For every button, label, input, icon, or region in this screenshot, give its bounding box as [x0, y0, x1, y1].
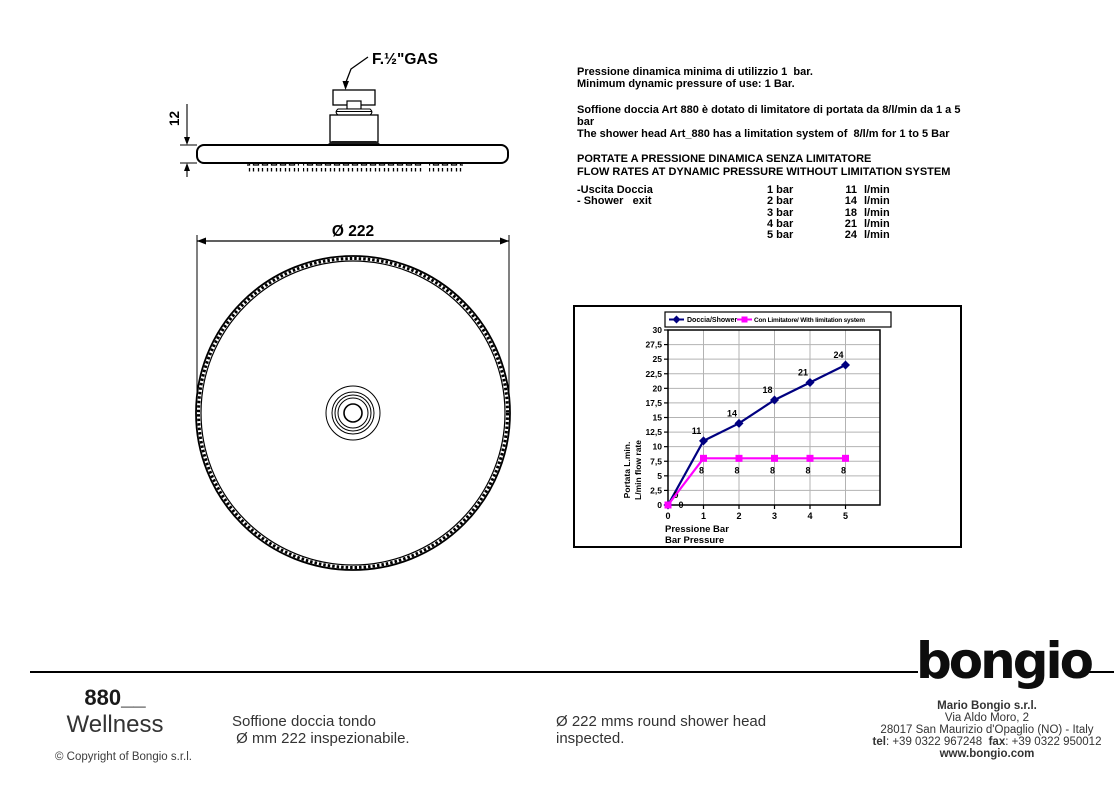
y-tick-label: 17,5	[645, 397, 662, 408]
y-tick-label: 0	[657, 500, 662, 510]
fax-value: : +39 0322 950012	[1005, 736, 1102, 748]
technical-drawings	[0, 0, 573, 600]
exit-label-en: - Shower exit	[577, 195, 652, 208]
y-tick-label: 22,5	[645, 368, 662, 379]
shower-disc-profile	[197, 145, 508, 163]
square-marker	[736, 455, 743, 462]
connection-size-label: F.½"GAS	[372, 51, 438, 68]
note-min-pressure-en: Minimum dynamic pressure of use: 1 Bar.	[577, 78, 795, 91]
flow-chart	[573, 305, 962, 548]
table-row: 3 bar 18 l/min	[767, 206, 890, 219]
copyright-text: © Copyright of Bongio s.r.l.	[55, 751, 192, 763]
legend-entry-1: Doccia/Shower	[687, 317, 738, 324]
fax-label: fax	[988, 736, 1006, 748]
data-label: 0	[673, 490, 679, 500]
note-limiter-en: The shower head Art_880 has a limitation system of 8/l/m for 1 to 5 Bar	[577, 128, 950, 141]
spec-notes	[577, 66, 977, 191]
company-website: www.bongio.com	[939, 748, 1035, 760]
x-tick-label: 4	[807, 511, 813, 521]
y-tick-label: 7,5	[650, 456, 662, 467]
y-tick-label: 12,5	[645, 427, 662, 438]
y-tick-label: 20	[652, 383, 662, 394]
data-label: 24	[833, 350, 844, 360]
thickness-dimension	[167, 104, 197, 177]
data-label: 8	[734, 465, 740, 476]
table-row: -Uscita Doccia 1 bar 11 l/min	[577, 184, 890, 196]
data-label: 8	[769, 465, 776, 476]
data-label: 0	[678, 500, 684, 510]
data-label: 11	[691, 425, 702, 436]
legend-square-marker	[742, 317, 748, 323]
y-axis-label-1: Portata L.min.	[622, 441, 632, 499]
flow-chart-box	[573, 305, 962, 548]
table-row: 4 bar 21 l/min	[767, 217, 890, 230]
product-line: Wellness	[66, 711, 164, 738]
tel-label: tel	[872, 736, 886, 748]
data-label: 21	[797, 367, 809, 378]
note-limiter-it: Soffione doccia Art 880 è dotato di limitatore di portata da 8/l/min da 1 a 5 bar	[577, 103, 964, 128]
x-tick-label: 5	[842, 511, 849, 521]
note-min-pressure-it: Pressione dinamica minima di utilizzio 1 bar.	[577, 66, 813, 78]
company-address-2: 28017 San Maurizio d'Opaglio (NO) - Italy	[880, 724, 1094, 736]
y-tick-label: 5	[657, 470, 662, 481]
footer-divider-right	[1087, 671, 1114, 673]
side-view-drawing	[167, 51, 508, 177]
nozzle-row	[247, 164, 463, 172]
y-tick-label: 30	[652, 325, 662, 335]
disc-outer-edge	[196, 256, 510, 570]
data-label: 14	[726, 408, 738, 419]
data-label: 8	[698, 465, 705, 476]
x-tick-label: 0	[665, 511, 671, 521]
y-axis-label-2: L/min flow rate	[633, 440, 643, 500]
square-marker	[807, 455, 814, 462]
company-name: Mario Bongio s.r.l.	[937, 700, 1037, 712]
connector-body	[330, 115, 378, 142]
flow-rate-table	[577, 185, 890, 241]
data-label: 8	[840, 465, 847, 476]
data-label: 8	[805, 465, 811, 476]
diameter-dimension-label: Ø 222	[331, 223, 375, 240]
table-row: - Shower exit 2 bar 14 l/min	[577, 195, 890, 208]
x-tick-label: 2	[736, 511, 742, 521]
x-axis-label-1: Pressione Bar	[665, 524, 729, 535]
x-tick-label: 3	[771, 511, 778, 521]
exit-label-it: -Uscita Doccia	[577, 184, 653, 196]
thickness-dimension-label: 12	[167, 110, 182, 126]
flow-heading-en: FLOW RATES AT DYNAMIC PRESSURE WITHOUT LIMITATION SYSTEM	[577, 165, 951, 178]
y-tick-label: 27,5	[645, 339, 662, 350]
flow-heading-it: PORTATE A PRESSIONE DINAMICA SENZA LIMITATORE	[577, 153, 872, 166]
leader-line	[346, 57, 368, 82]
footer-divider	[30, 671, 918, 673]
description-english: Ø 222 mms round shower head inspected.	[556, 713, 767, 747]
legend-entry-2: Con Limitatore/ With limitation system	[754, 317, 865, 324]
description-italian: Soffione doccia tondo Ø mm 222 inspezionabile.	[232, 713, 410, 747]
company-phone-fax	[860, 736, 1114, 748]
company-info	[860, 700, 1114, 760]
y-tick-label: 10	[652, 441, 662, 452]
y-tick-label: 2,5	[650, 485, 662, 496]
company-address-1: Via Aldo Moro, 2	[944, 712, 1030, 724]
square-marker	[700, 455, 707, 462]
leader-arrow	[343, 81, 350, 90]
tel-value: : +39 0322 967248	[885, 736, 989, 748]
table-row: 5 bar 24 l/min	[767, 229, 890, 242]
product-code: 880__	[84, 685, 146, 710]
y-tick-label: 25	[652, 354, 662, 365]
x-tick-label: 1	[700, 511, 707, 521]
square-marker	[665, 502, 672, 509]
y-tick-label: 15	[652, 412, 662, 423]
square-marker	[842, 455, 849, 462]
data-label: 18	[762, 385, 773, 395]
top-view-drawing	[196, 223, 510, 570]
square-marker	[771, 455, 778, 462]
x-axis-label-2: Bar Pressure	[665, 535, 725, 546]
bongio-logo: bongio	[916, 632, 1092, 690]
